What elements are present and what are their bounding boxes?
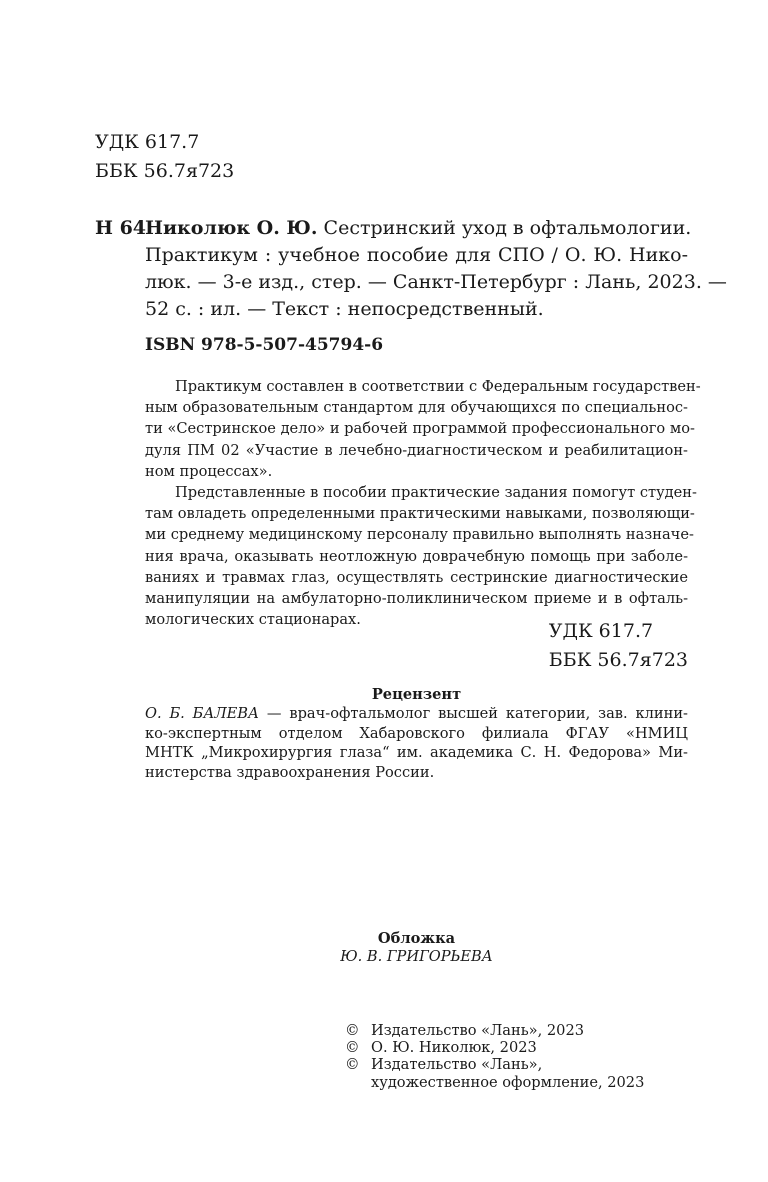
bibliographic-entry — [145, 215, 727, 323]
udk-code: УДК 617.7 — [95, 131, 200, 153]
abstract-line: ваниях и травмах глаз, осуществлять сестринские диагностические — [145, 568, 688, 586]
isbn: ISBN 978-5-507-45794-6 — [145, 335, 384, 355]
abstract-line: манипуляции на амбулаторно-поликлиническом приеме и в офталь- — [145, 590, 688, 608]
copyright-icon: © — [345, 1022, 360, 1039]
entry-title: Сестринский уход в офтальмологии. — [317, 217, 692, 239]
entry-author: Николюк О. Ю. — [145, 217, 318, 239]
entry-line: Практикум : учебное пособие для СПО / О. Ю. Нико- — [145, 244, 688, 266]
reviewer-line: МНТК „Микрохирургия глаза“ им. академика С. Н. Федорова» Ми- — [145, 744, 688, 761]
abstract-line: дуля ПМ 02 «Участие в лечебно-диагностическом и реабилитацион- — [145, 441, 688, 459]
reviewer-name: О. Б. БАЛЕВА — [145, 705, 260, 722]
author-mark: Н 64 — [95, 217, 147, 239]
abstract-line: ном процессах». — [145, 462, 273, 480]
copyright-item — [345, 1056, 644, 1073]
copyright-item — [345, 1039, 644, 1056]
abstract-line: там овладеть определенными практическими навыками, позволяющи- — [145, 505, 695, 523]
copyright-text: художественное оформление, 2023 — [371, 1073, 645, 1091]
copyright-icon: © — [345, 1039, 360, 1057]
udk-code: УДК 617.7 — [548, 620, 654, 642]
abstract-line: Практикум составлен в соответствии с Федеральным государствен- — [175, 378, 701, 395]
copyright-icon: © — [345, 1056, 360, 1074]
abstract-line: мологических стационарах. — [145, 611, 361, 629]
reviewer-line: нистерства здравоохранения России. — [145, 763, 435, 781]
copyright-block — [345, 1022, 644, 1091]
entry-line — [145, 215, 692, 242]
abstract-line: ным образовательным стандартом для обучающихся по специальнос- — [145, 399, 688, 417]
entry-line: 52 с. : ил. — Текст : непосредственный. — [145, 298, 544, 320]
abstract-line: ми среднему медицинскому персоналу правильно выполнять назначе- — [145, 526, 694, 544]
reviewer-line: ко-экспертным отделом Хабаровского филиала ФГАУ «НМИЦ — [145, 724, 688, 742]
udk-bbk-right — [549, 617, 688, 675]
reviewer-heading: Рецензент — [371, 686, 462, 703]
udk-bbk-top — [95, 128, 234, 186]
entry-line: люк. — 3-е изд., стер. — Санкт-Петербург : Лань, 2023. — — [145, 271, 727, 293]
copyright-text: Издательство «Лань», — [371, 1056, 543, 1074]
reviewer-desc: — врач-офтальмолог высшей категории, зав. клини- — [259, 705, 688, 722]
bbk-code: ББК 56.7я723 — [95, 160, 235, 182]
cover-heading: Обложка — [377, 930, 456, 947]
copyright-text: Издательство «Лань», 2023 — [371, 1022, 585, 1039]
bbk-code: ББК 56.7я723 — [548, 649, 688, 671]
copyright-item — [345, 1022, 644, 1039]
abstract-line: Представленные в пособии практические задания помогут студен- — [175, 484, 697, 502]
abstract — [145, 376, 701, 630]
abstract-line: ния врача, оказывать неотложную доврачебную помощь при заболе- — [145, 547, 688, 565]
cover-designer: Ю. В. ГРИГОРЬЕВА — [340, 948, 493, 965]
copyright-text: О. Ю. Николюк, 2023 — [371, 1039, 537, 1057]
reviewer-info — [145, 704, 688, 782]
abstract-line: ти «Сестринское дело» и рабочей программой профессионального мо- — [145, 420, 695, 438]
reviewer-line — [145, 704, 688, 724]
copyright-item — [345, 1074, 644, 1091]
